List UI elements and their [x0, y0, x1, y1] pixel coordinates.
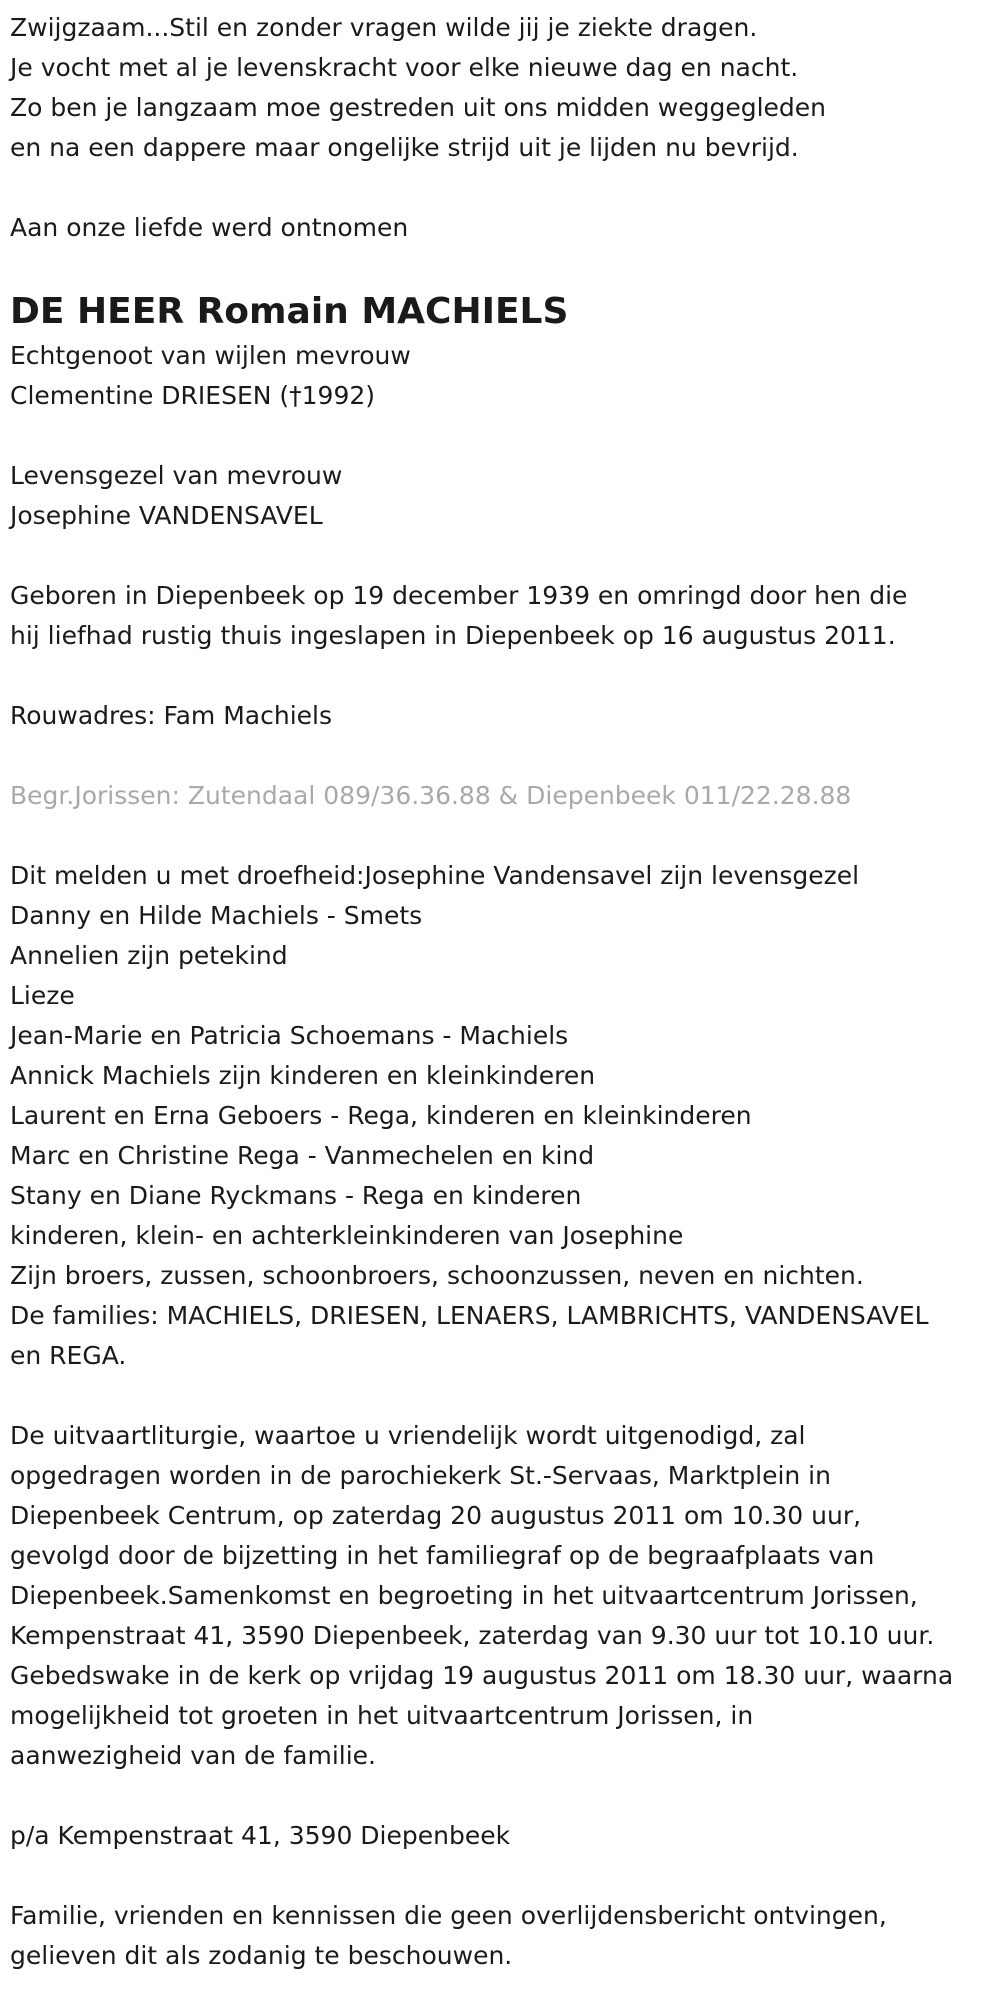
service-line: De uitvaartliturgie, waartoe u vriendelijk wordt uitgenodigd, zal: [10, 1421, 806, 1450]
service-line: Gebedswake in de kerk op vrijdag 19 augustus 2011 om 18.30 uur, waarna: [10, 1661, 954, 1690]
spouse-line: Echtgenoot van wijlen mevrouw: [10, 341, 411, 370]
service-line: mogelijkheid tot groeten in het uitvaartcentrum Jorissen, in: [10, 1701, 754, 1730]
spacer: [10, 1776, 990, 1816]
spacer: [10, 816, 990, 856]
mourner-line: De families: MACHIELS, DRIESEN, LENAERS, LAMBRICHTS, VANDENSAVEL: [10, 1301, 929, 1330]
mourner-line: Marc en Christine Rega - Vanmechelen en kind: [10, 1141, 595, 1170]
service-line: gevolgd door de bijzetting in het familiegraf op de begraafplaats van: [10, 1541, 875, 1570]
service-line: Kempenstraat 41, 3590 Diepenbeek, zaterdag van 9.30 uur tot 10.10 uur.: [10, 1621, 935, 1650]
spacer: [10, 168, 990, 208]
intro-text: Aan onze liefde werd ontnomen: [10, 213, 409, 242]
mourner-line: en REGA.: [10, 1341, 127, 1370]
spacer: [10, 536, 990, 576]
closing-note: [10, 1896, 990, 1976]
spacer: [10, 1856, 990, 1896]
spacer: [10, 736, 990, 776]
poem: [10, 8, 990, 168]
deceased-name: DE HEER Romain MACHIELS: [10, 291, 569, 332]
mourner-line: Annelien zijn petekind: [10, 941, 288, 970]
spouse-block: [10, 336, 990, 416]
spacer: [10, 416, 990, 456]
partner-line: Josephine VANDENSAVEL: [10, 501, 323, 530]
poem-line: Zo ben je langzaam moe gestreden uit ons midden weggegleden: [10, 93, 827, 122]
mourner-line: Danny en Hilde Machiels - Smets: [10, 901, 423, 930]
partner-line: Levensgezel van mevrouw: [10, 461, 343, 490]
poem-line: Je vocht met al je levenskracht voor elke nieuwe dag en nacht.: [10, 53, 799, 82]
service-line: opgedragen worden in de parochiekerk St.-Servaas, Marktplein in: [10, 1461, 831, 1490]
spacer: [10, 1376, 990, 1416]
mourner-line: Laurent en Erna Geboers - Rega, kinderen en kleinkinderen: [10, 1101, 752, 1130]
birth-death-line: hij liefhad rustig thuis ingeslapen in Diepenbeek op 16 augustus 2011.: [10, 621, 896, 650]
birth-death-block: [10, 576, 990, 656]
mourner-line: Stany en Diane Ryckmans - Rega en kinderen: [10, 1181, 582, 1210]
mourner-line: Lieze: [10, 981, 75, 1010]
service-line: Diepenbeek.Samenkomst en begroeting in het uitvaartcentrum Jorissen,: [10, 1581, 918, 1610]
mourner-line: Dit melden u met droefheid:Josephine Vandensavel zijn levensgezel: [10, 861, 860, 890]
mourning-address: Rouwadres: Fam Machiels: [10, 701, 333, 730]
mourner-line: Zijn broers, zussen, schoonbroers, schoonzussen, neven en nichten.: [10, 1261, 864, 1290]
service-details: [10, 1416, 990, 1776]
mourner-line: Jean-Marie en Patricia Schoemans - Machiels: [10, 1021, 569, 1050]
mourner-line: kinderen, klein- en achterkleinkinderen van Josephine: [10, 1221, 684, 1250]
mourners-list: [10, 856, 990, 1376]
service-line: Diepenbeek Centrum, op zaterdag 20 augustus 2011 om 10.30 uur,: [10, 1501, 862, 1530]
postal-address: p/a Kempenstraat 41, 3590 Diepenbeek: [10, 1821, 511, 1850]
service-line: aanwezigheid van de familie.: [10, 1741, 376, 1770]
partner-block: [10, 456, 990, 536]
spacer: [10, 248, 990, 288]
poem-line: Zwijgzaam...Stil en zonder vragen wilde jij je ziekte dragen.: [10, 13, 758, 42]
funeral-home-info: Begr.Jorissen: Zutendaal 089/36.36.88 & Diepenbeek 011/22.28.88: [10, 781, 852, 810]
closing-line: gelieven dit als zodanig te beschouwen.: [10, 1941, 513, 1970]
poem-line: en na een dappere maar ongelijke strijd uit je lijden nu bevrijd.: [10, 133, 799, 162]
spacer: [10, 656, 990, 696]
mourner-line: Annick Machiels zijn kinderen en kleinkinderen: [10, 1061, 596, 1090]
closing-line: Familie, vrienden en kennissen die geen overlijdensbericht ontvingen,: [10, 1901, 887, 1930]
spouse-line: Clementine DRIESEN (†1992): [10, 381, 376, 410]
birth-death-line: Geboren in Diepenbeek op 19 december 1939 en omringd door hen die: [10, 581, 908, 610]
